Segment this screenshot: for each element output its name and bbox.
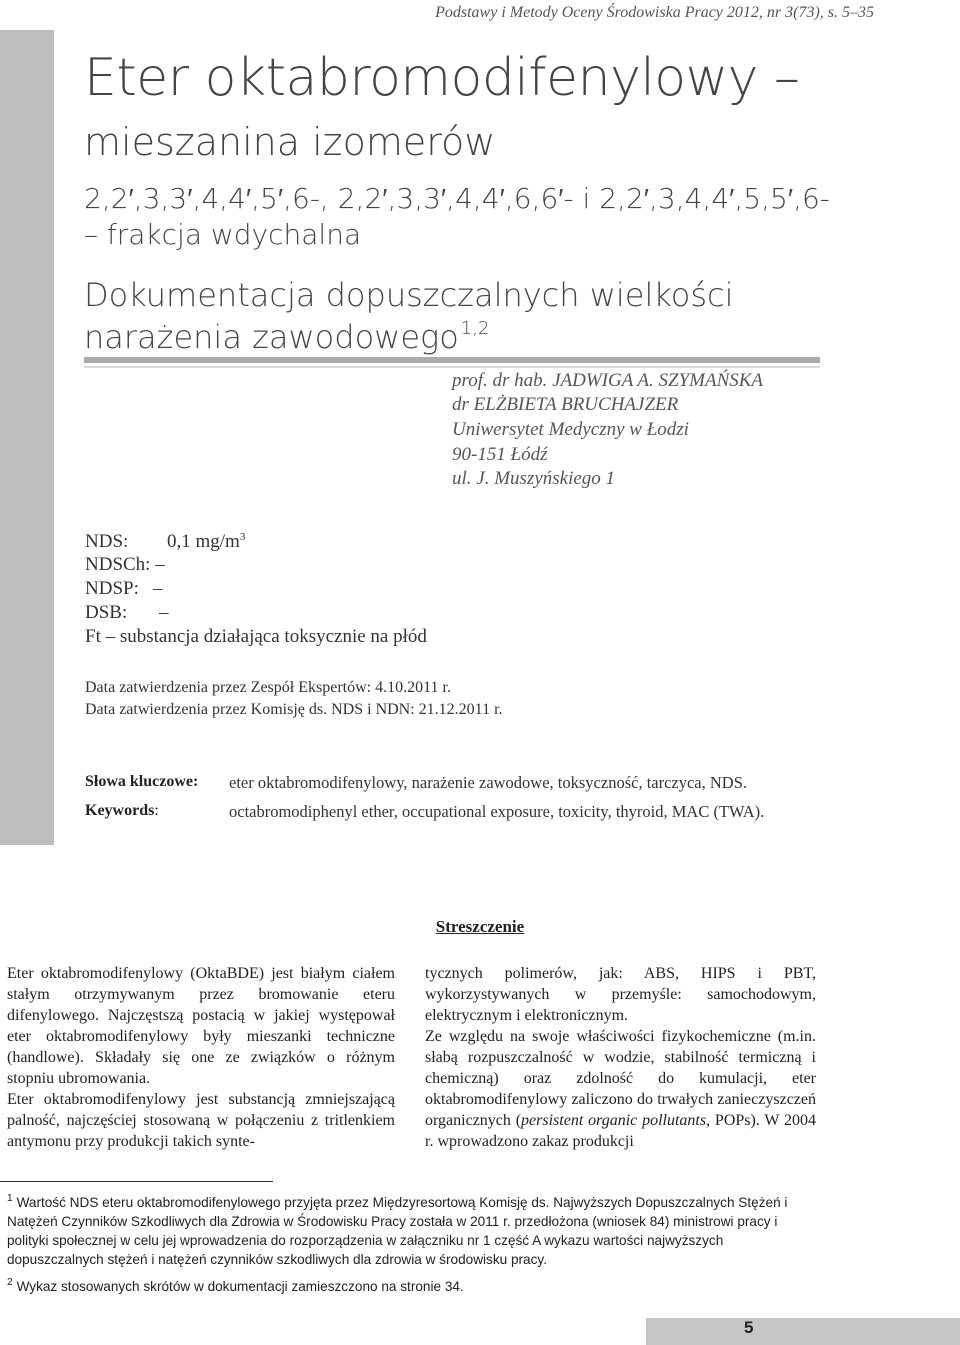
postal-code: 90-151 Łódź xyxy=(452,444,548,465)
dsb-row: DSB: – xyxy=(85,602,169,623)
author-1: prof. dr hab. JADWIGA A. SZYMAŃSKA xyxy=(452,370,764,391)
divider-shadow xyxy=(84,366,820,368)
title-line-2: mieszanina izomerów xyxy=(84,120,496,164)
title-line-1: Eter oktabromodifenylowy – xyxy=(84,48,800,108)
footnote-ref: 1,2 xyxy=(460,318,490,339)
date-experts: Data zatwierdzenia przez Zespół Ekspertów: 4.10.2011 r. xyxy=(85,679,451,696)
title-fraction: – frakcja wdychalna xyxy=(84,218,362,251)
abstract-paragraph: tycznych polimerów, jak: ABS, HIPS i PBT, wykorzystywanych w przemyśle: samochodowym, elektrycznym i elektronicznym. xyxy=(425,965,816,1024)
footnote-1: $^1$ Wartość NDS eteru oktabromodifenylowego przyjęta przez Międzyresortową Komisję ds. Najwyższych Dopuszczalnych Stężeń i Natężeń Czynników Szkodliwych dla Zdrowia w Środowisku Pracy została w 2011 r. przedłożona (wniosek 84) ministrowi pracy i polityki społecznej w celu jej wprowadzenia do rozporządzenia w załączniku nr 1 część A wykazu wartości najwyższych dopuszczalnych stężeń i natężeń czynników szkodliwych dla zdrowia w środowisku pracy. xyxy=(7,1193,788,1267)
footnote-2: $^2$ Wykaz stosowanych skrótów w dokumentacji zamieszczono na stronie 34. xyxy=(7,1277,464,1294)
keywords-pl-text: eter oktabromodifenylowy, narażenie zawodowe, toksyczność, tarczyca, NDS. xyxy=(229,773,748,792)
divider xyxy=(84,357,820,363)
page-number-bar xyxy=(646,1318,960,1345)
journal-citation: Podstawy i Metody Oceny Środowiska Pracy 2012, nr 3(73), s. 5–35 xyxy=(435,4,874,21)
keywords-en-text: octabromodiphenyl ether, occupational exposure, toxicity, thyroid, MAC (TWA). xyxy=(229,802,765,821)
abstract-title: Streszczenie xyxy=(435,917,525,936)
abstract-column-2 xyxy=(425,963,816,1152)
keywords-en-label: Keywords: xyxy=(85,802,159,819)
abstract-paragraph: Eter oktabromodifenylowy (OktaBDE) jest białym ciałem stałym otrzymywanym przez bromowanie eteru difenylowego. Najczęstszą postacią w jakiej występował eter oktabromodifenylowy były mieszanki techniczne (handlowe). Składały się one ze związków o różnym stopniu ubromowania. xyxy=(7,965,395,1087)
ft-row: Ft – substancja działająca toksycznie na płód xyxy=(85,626,427,647)
abstract-column-1 xyxy=(7,963,395,1152)
abstract-paragraph: Ze względu na swoje właściwości fizykochemiczne (m.in. słabą rozpuszczalność w wodzie, stabilność termiczną i chemiczną) oraz zdolność do kumulacji, eter oktabromodifenylowy zaliczono do trwałych zanieczyszczeń organicznych (persistent organic pollutants, POPs). W 2004 r. wprowadzono zakaz produkcji xyxy=(425,1028,817,1150)
date-commission: Data zatwierdzenia przez Komisję ds. NDS i NDN: 21.12.2011 r. xyxy=(85,701,503,718)
ndsp-row: NDSP: – xyxy=(85,578,163,599)
footnote-divider xyxy=(0,1181,273,1182)
nds-row: NDS: 0,1 $mg/m^3$ xyxy=(85,531,246,552)
affiliation: Uniwersytet Medyczny w Łodzi xyxy=(452,419,689,440)
document-type-line-1: Dokumentacja dopuszczalnych wielkości xyxy=(84,276,734,314)
decorative-side-bar xyxy=(0,30,54,845)
author-2: dr ELŻBIETA BRUCHAJZER xyxy=(452,394,679,415)
title-isomers: 2,2′,3,3′,4,4′,5′,6-, 2,2′,3,3′,4,4′,6,6′- i 2,2′,3,4,4′,5,5′,6- xyxy=(84,182,830,215)
document-type-line-2: narażenia zawodowego $^{1,2}$ xyxy=(84,318,490,356)
keywords-pl-label: Słowa kluczowe: xyxy=(85,773,199,790)
abstract-paragraph: Eter oktabromodifenylowy jest substancją zmniejszającą palność, najczęściej stosowaną w połączeniu z tritlenkiem antymonu przy produkcji takich synte- xyxy=(7,1091,395,1150)
street-address: ul. J. Muszyńskiego 1 xyxy=(452,468,616,489)
page-number: 5 xyxy=(744,1318,754,1337)
ndsch-row: NDSCh: – xyxy=(85,554,165,575)
